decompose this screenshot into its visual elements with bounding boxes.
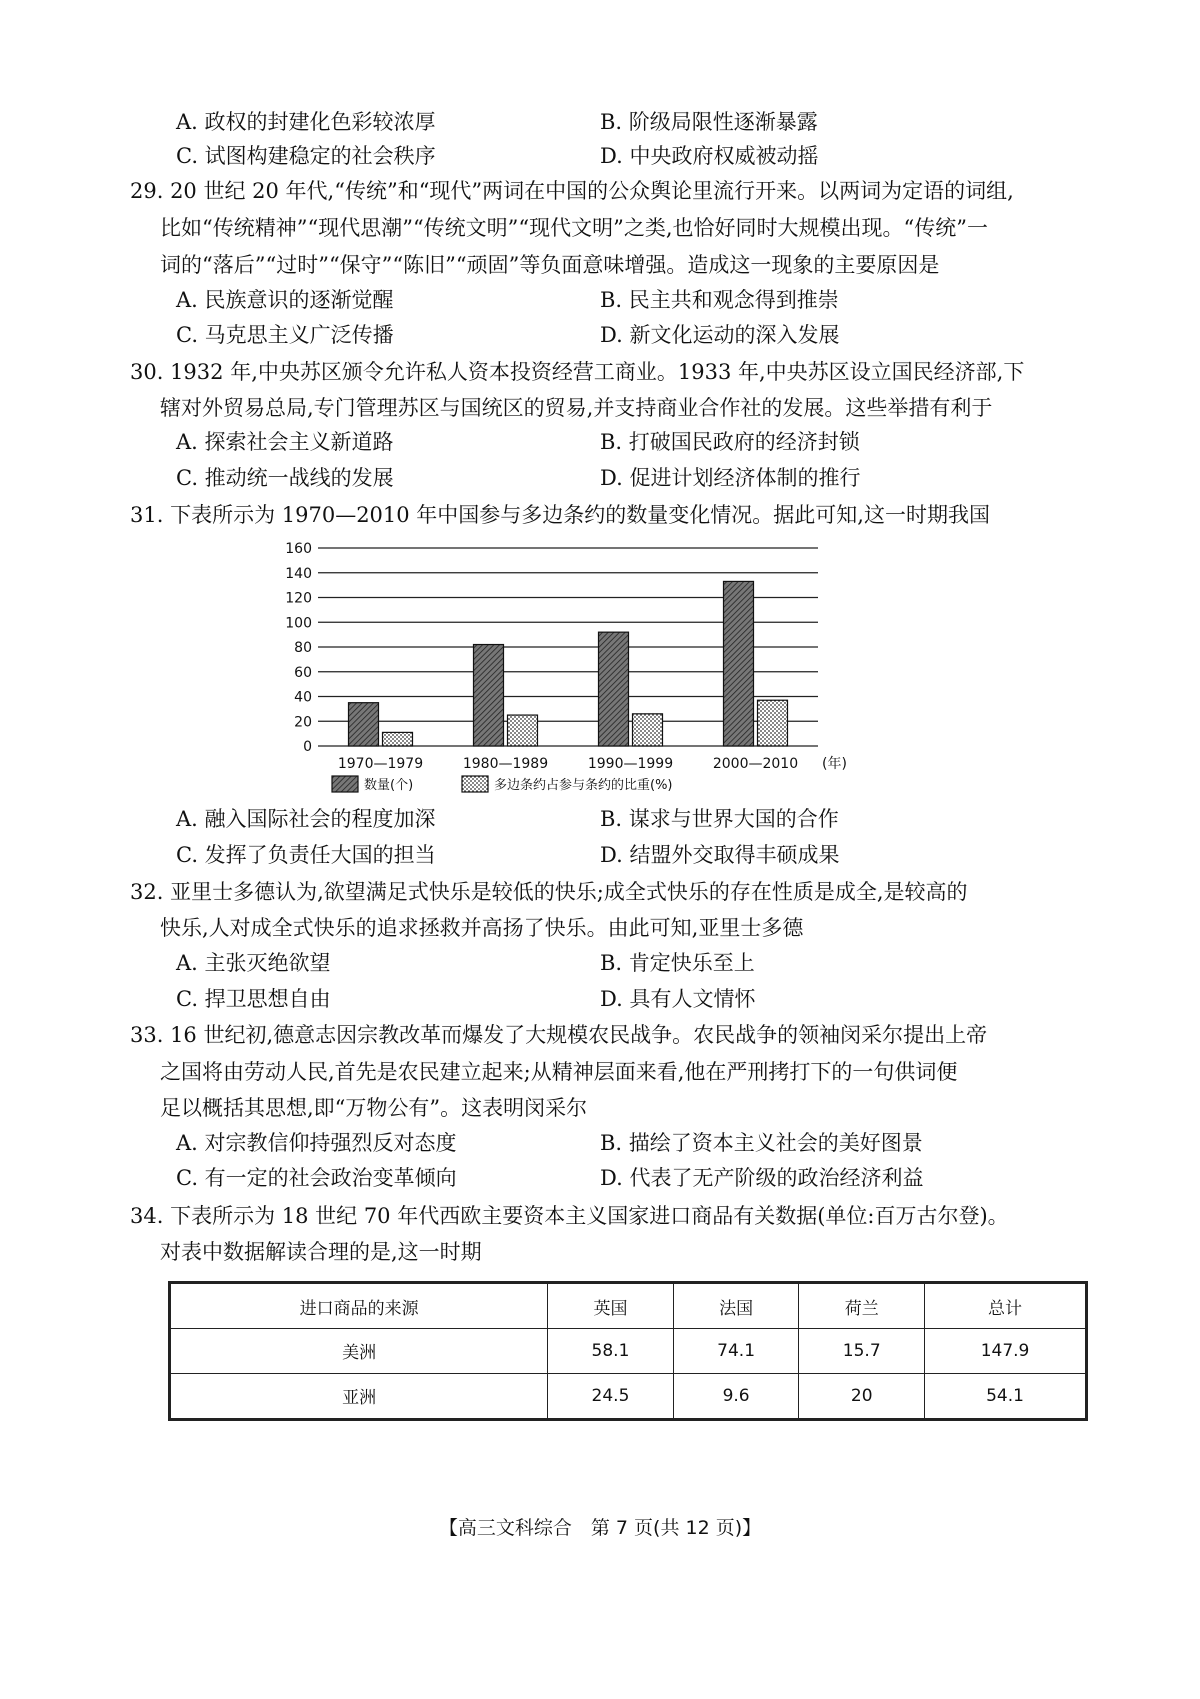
table-cell: 24.5 [548, 1373, 674, 1419]
legend-swatch [462, 776, 488, 792]
table-header-cell: 英国 [548, 1283, 674, 1329]
legend-swatch [332, 776, 358, 792]
table-header-cell: 法国 [673, 1283, 799, 1329]
q29-option-c: C. 马克思主义广泛传播 [176, 323, 394, 347]
q31-option-b: B. 谋求与世界大国的合作 [600, 807, 839, 831]
legend-label: 多边条约占参与条约的比重(%) [494, 778, 673, 793]
q33-stem-line-1: 33. 16 世纪初,德意志因宗教改革而爆发了大规模农民战争。农民战争的领袖闵采尔提出上帝 [130, 1023, 988, 1047]
q30-option-a: A. 探索社会主义新道路 [176, 430, 394, 454]
table-cell: 74.1 [673, 1329, 799, 1374]
q31-stem-line-1: 31. 下表所示为 1970—2010 年中国参与多边条约的数量变化情况。据此可知,这一时期我国 [130, 503, 990, 527]
y-tick-label: 100 [285, 615, 312, 632]
import-data-table [168, 1281, 1088, 1421]
bar-share [633, 714, 663, 746]
y-tick-label: 80 [294, 640, 312, 656]
q32-stem-line-1: 32. 亚里士多德认为,欲望满足式快乐是较低的快乐;成全式快乐的存在性质是成全,是较高的 [130, 880, 968, 904]
q28-option-c: C. 试图构建稳定的社会秩序 [176, 144, 436, 168]
bar-count [599, 632, 629, 746]
q32-option-c: C. 捍卫思想自由 [176, 987, 331, 1011]
q29-stem-line-1: 29. 20 世纪 20 年代,“传统”和“现代”两词在中国的公众舆论里流行开来。以两词为定语的词组, [130, 179, 1014, 203]
q28-option-a: A. 政权的封建化色彩较浓厚 [176, 110, 436, 134]
table-cell: 54.1 [925, 1373, 1087, 1419]
table-cell: 147.9 [925, 1329, 1087, 1374]
bar-count [474, 645, 504, 746]
q29-stem-line-3: 词的“落后”“过时”“保守”“陈旧”“顽固”等负面意味增强。造成这一现象的主要原因是 [160, 253, 940, 277]
q33-stem-line-2: 之国将由劳动人民,首先是农民建立起来;从精神层面来看,他在严刑拷打下的一句供词便 [160, 1060, 958, 1084]
q31-option-d: D. 结盟外交取得丰硕成果 [600, 843, 840, 867]
q30-option-d: D. 促进计划经济体制的推行 [600, 466, 861, 490]
table-cell: 亚洲 [170, 1373, 548, 1419]
table-cell: 15.7 [799, 1329, 925, 1374]
q29-stem-line-2: 比如“传统精神”“现代思潮”“传统文明”“现代文明”之类,也恰好同时大规模出现。“传统”一 [160, 216, 989, 240]
y-tick-label: 60 [294, 664, 312, 681]
q28-option-b: B. 阶级局限性逐渐暴露 [600, 110, 818, 134]
q31-option-c: C. 发挥了负责任大国的担当 [176, 843, 436, 867]
table-row [170, 1329, 1087, 1374]
x-tick-label: 2000—2010 [712, 756, 799, 772]
q33-option-a: A. 对宗教信仰持强烈反对态度 [176, 1131, 457, 1155]
x-tick-label: 1970—1979 [337, 756, 424, 772]
q32-option-a: A. 主张灭绝欲望 [176, 951, 331, 975]
treaty-bar-chart [270, 540, 920, 840]
page-footer: 【高三文科综合 第 7 页(共 12 页)】 [438, 1517, 762, 1539]
q30-option-b: B. 打破国民政府的经济封锁 [600, 430, 860, 454]
y-tick-label: 0 [303, 739, 312, 755]
table-cell: 美洲 [170, 1329, 548, 1374]
table-header-cell: 荷兰 [799, 1283, 925, 1329]
q34-stem-line-1: 34. 下表所示为 18 世纪 70 年代西欧主要资本主义国家进口商品有关数据(单位:百万古尔登)。 [130, 1204, 1009, 1228]
q30-stem-line-2: 辖对外贸易总局,专门管理苏区与国统区的贸易,并支持商业合作社的发展。这些举措有利于 [160, 396, 993, 420]
table-header-row [170, 1283, 1087, 1329]
bar-count [349, 703, 379, 746]
q32-option-d: D. 具有人文情怀 [600, 987, 756, 1011]
x-tick-label: 1990—1999 [587, 756, 674, 772]
table-cell: 58.1 [548, 1329, 674, 1374]
y-tick-label: 40 [294, 689, 312, 706]
y-tick-label: 140 [285, 565, 312, 582]
q33-option-c: C. 有一定的社会政治变革倾向 [176, 1166, 457, 1190]
q29-option-a: A. 民族意识的逐渐觉醒 [176, 288, 394, 312]
table-header-cell: 总计 [925, 1283, 1087, 1329]
q32-stem-line-2: 快乐,人对成全式快乐的追求拯救并高扬了快乐。由此可知,亚里士多德 [160, 916, 804, 940]
x-tick-label: 1980—1989 [462, 756, 549, 772]
y-tick-label: 20 [294, 714, 312, 731]
q30-option-c: C. 推动统一战线的发展 [176, 466, 394, 490]
legend-label: 数量(个) [364, 778, 414, 793]
x-unit-label: (年) [822, 756, 847, 772]
bar-count [724, 581, 754, 746]
y-tick-label: 120 [285, 590, 312, 607]
bar-share [383, 732, 413, 746]
q32-option-b: B. 肯定快乐至上 [600, 951, 755, 975]
q30-stem-line-1: 30. 1932 年,中央苏区颁令允许私人资本投资经营工商业。1933 年,中央苏区设立国民经济部,下 [130, 360, 1025, 384]
table-cell: 9.6 [673, 1373, 799, 1419]
y-tick-label: 160 [285, 541, 312, 557]
q29-option-b: B. 民主共和观念得到推崇 [600, 288, 839, 312]
table-row [170, 1373, 1087, 1419]
q29-option-d: D. 新文化运动的深入发展 [600, 323, 840, 347]
table-header-cell: 进口商品的来源 [170, 1283, 548, 1329]
table-cell: 20 [799, 1373, 925, 1419]
q33-stem-line-3: 足以概括其思想,即“万物公有”。这表明闵采尔 [160, 1096, 588, 1120]
q31-option-a: A. 融入国际社会的程度加深 [176, 807, 436, 831]
q34-stem-line-2: 对表中数据解读合理的是,这一时期 [160, 1240, 482, 1264]
q33-option-d: D. 代表了无产阶级的政治经济利益 [600, 1166, 924, 1190]
bar-share [758, 700, 788, 746]
q28-option-d: D. 中央政府权威被动摇 [600, 144, 819, 168]
bar-share [508, 715, 538, 746]
q33-option-b: B. 描绘了资本主义社会的美好图景 [600, 1131, 923, 1155]
